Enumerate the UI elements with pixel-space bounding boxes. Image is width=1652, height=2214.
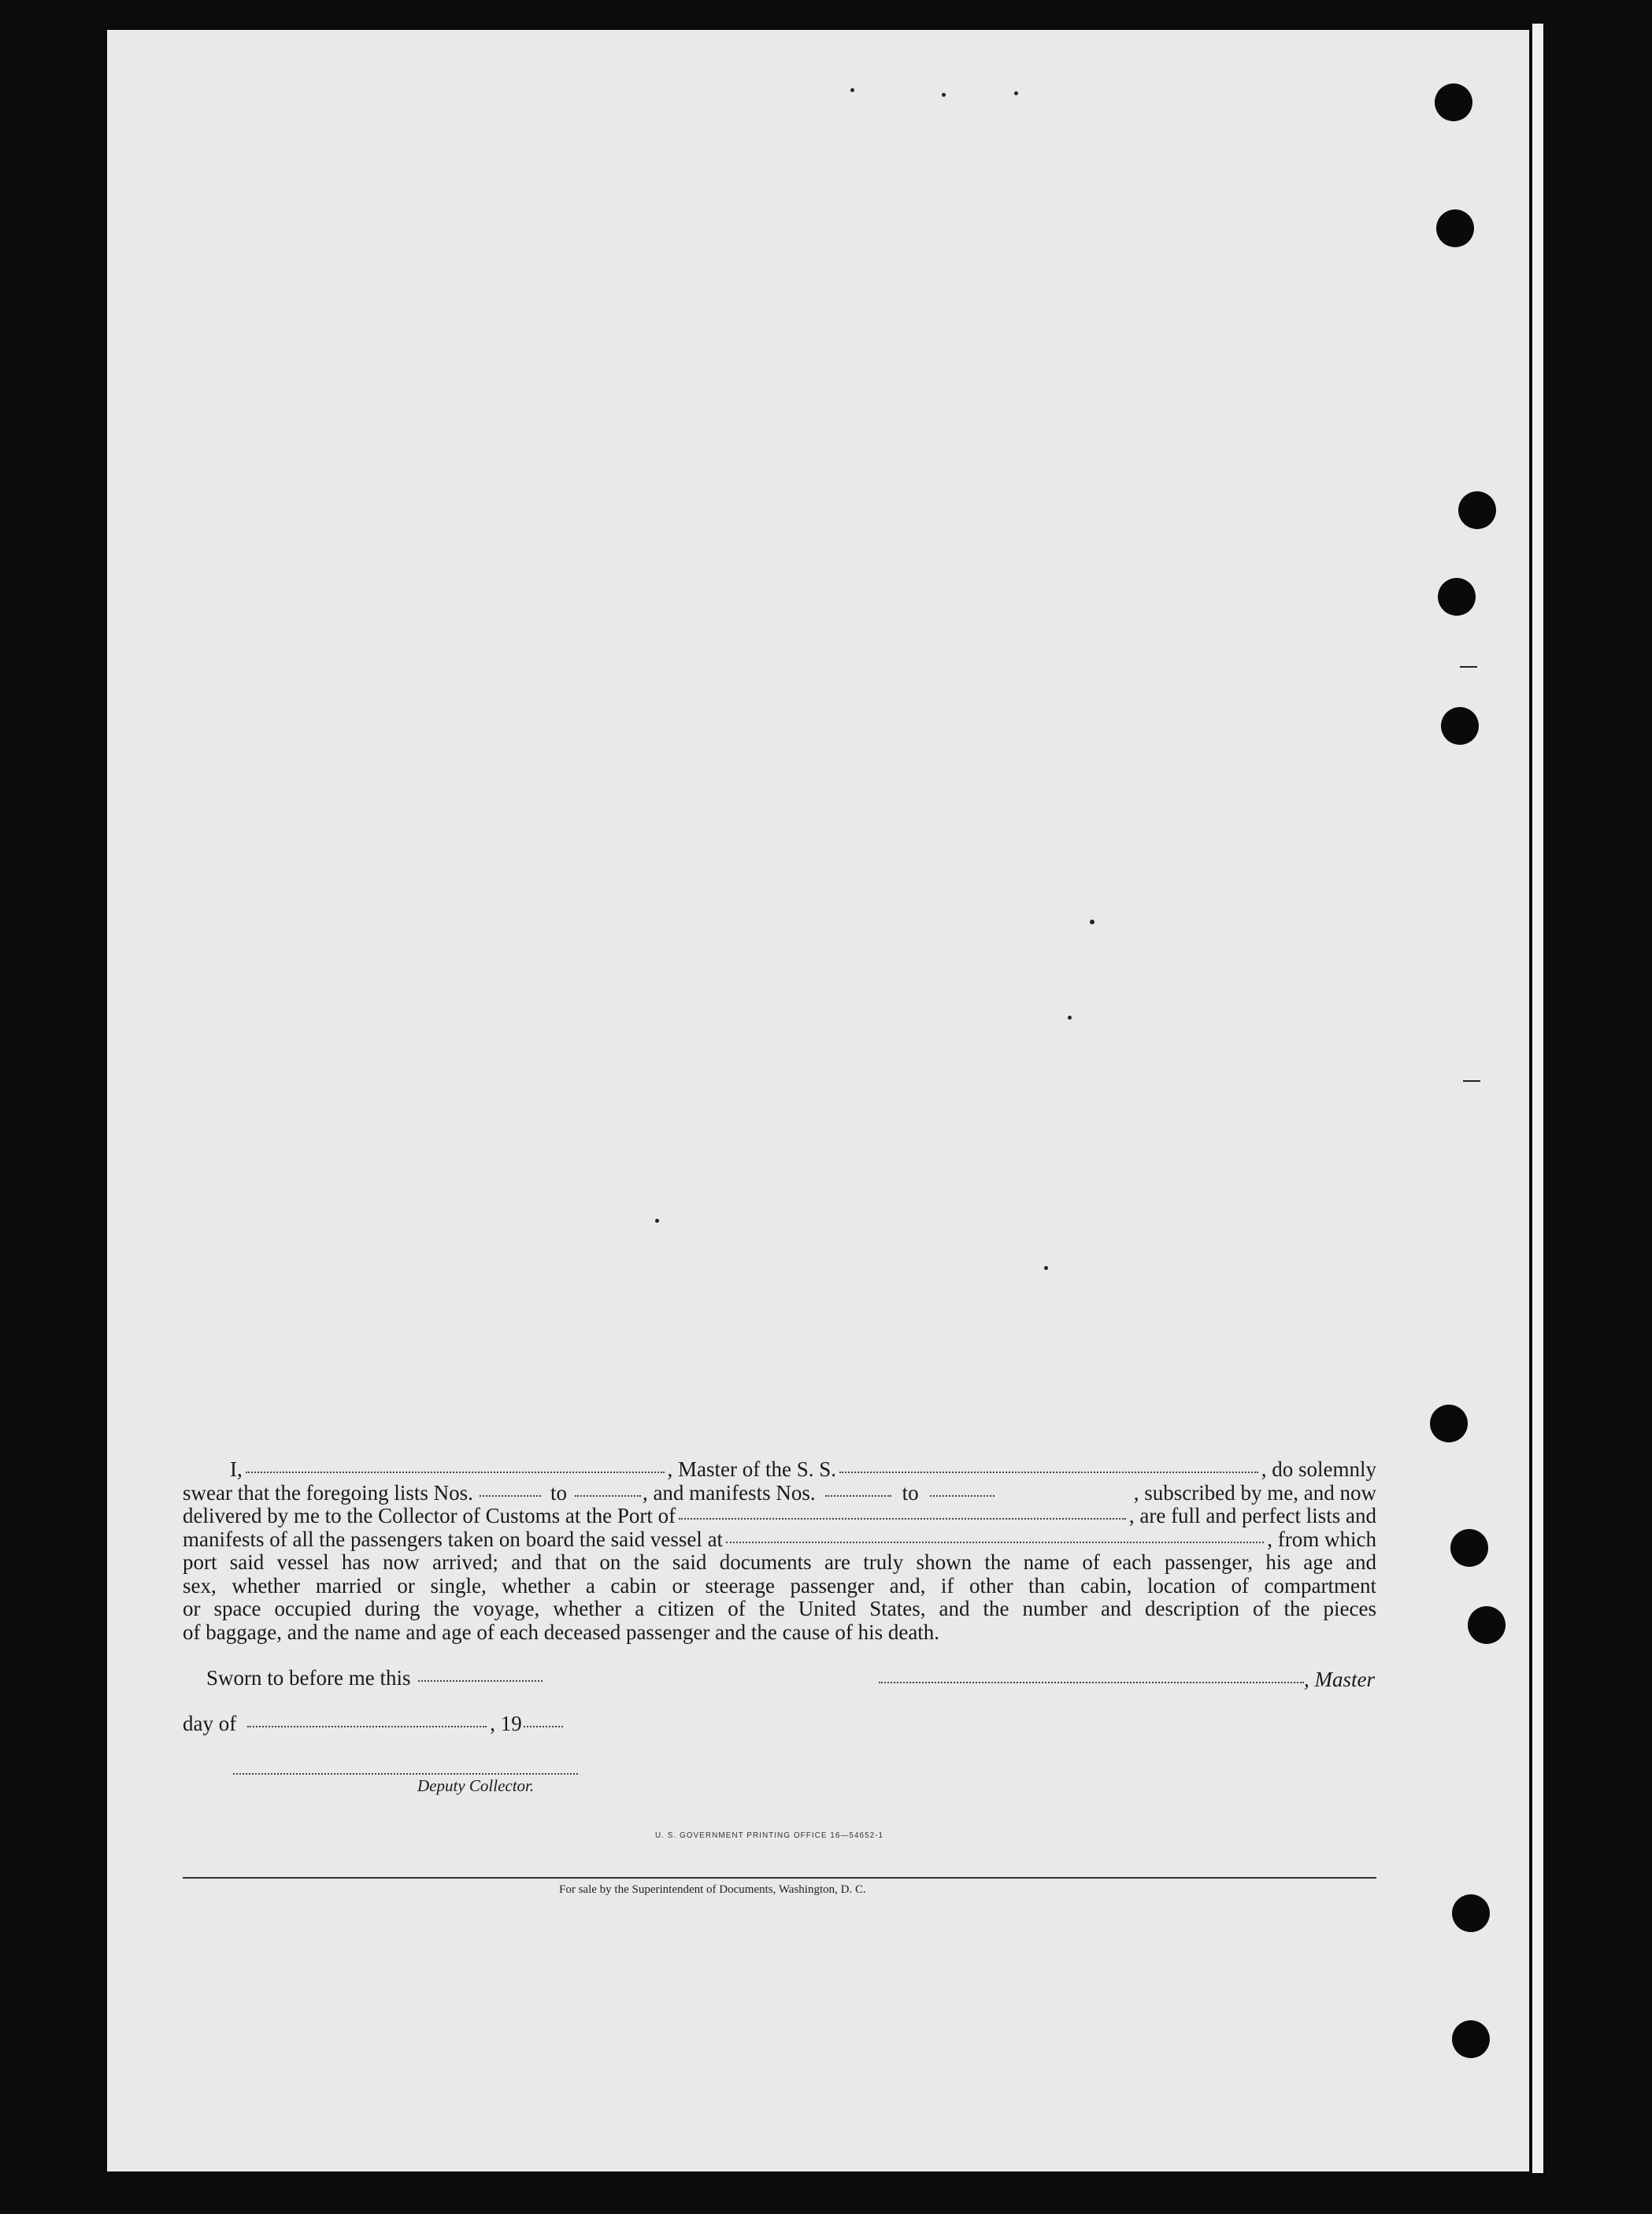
punch-hole <box>1452 1894 1490 1932</box>
departure-port-blank <box>726 1542 1264 1543</box>
oath-text: , Master of the S. S. <box>667 1457 836 1481</box>
year-prefix: , 19 <box>490 1712 522 1735</box>
manifest-from-blank <box>825 1495 891 1497</box>
oath-text: I, <box>230 1457 243 1481</box>
oath-line-5 <box>183 1551 1376 1575</box>
oath-text: manifests of all the passengers taken on board the said vessel at <box>183 1527 724 1551</box>
deputy-signature-blank <box>233 1773 578 1775</box>
oath-text: delivered by me to the Collector of Customs at the Port of <box>183 1504 676 1527</box>
oath-line-4 <box>183 1528 1376 1552</box>
manifest-to-blank <box>930 1495 995 1497</box>
scan-speck <box>1463 1080 1480 1082</box>
year-blank <box>524 1726 563 1727</box>
master-label: , Master <box>1304 1668 1375 1691</box>
scan-speck <box>655 1219 659 1223</box>
oath-text: , do solemnly <box>1261 1457 1377 1481</box>
oath-line-3 <box>183 1505 1376 1528</box>
scan-speck <box>942 93 946 97</box>
punch-hole <box>1430 1405 1468 1442</box>
footer-rule <box>183 1877 1376 1879</box>
oath-text: , are full and perfect lists and <box>1128 1504 1376 1527</box>
sale-notice: For sale by the Superintendent of Documents, Washington, D. C. <box>559 1883 866 1896</box>
day-of-line <box>183 1712 563 1736</box>
oath-text: or space occupied during the voyage, whether a citizen of the United States, and the number and description of the pieces <box>183 1597 1376 1620</box>
oath-text: , subscribed by me, and now <box>1133 1480 1376 1505</box>
punch-hole <box>1468 1606 1506 1644</box>
oath-line-1 <box>183 1458 1376 1482</box>
sworn-label: Sworn to before me this <box>206 1666 411 1690</box>
month-blank <box>247 1726 487 1727</box>
oath-paragraph <box>183 1458 1376 1644</box>
master-signature-line <box>879 1668 1375 1692</box>
scan-speck <box>1068 1016 1072 1020</box>
master-signature-blank <box>879 1682 1304 1683</box>
list-from-blank <box>480 1495 541 1497</box>
scan-speck <box>850 88 854 92</box>
punch-hole <box>1438 578 1476 616</box>
page-edge-strip <box>1532 24 1543 2173</box>
scan-speck <box>1014 91 1018 95</box>
printing-office-imprint: U. S. GOVERNMENT PRINTING OFFICE 16—54652-1 <box>655 1831 884 1840</box>
scan-speck <box>1460 666 1477 668</box>
master-name-blank <box>246 1472 665 1473</box>
scan-speck <box>1090 920 1095 924</box>
oath-text: to <box>550 1480 567 1505</box>
oath-text: sex, whether married or single, whether a cabin or steerage passenger and, if other than cabin, location of compartment <box>183 1573 1376 1598</box>
oath-text: port said vessel has now arrived; and that on the said documents are truly shown the name of each passenger, his age and <box>183 1550 1376 1574</box>
sworn-date-blank <box>418 1680 543 1682</box>
oath-line-6 <box>183 1575 1376 1598</box>
oath-line-2 <box>183 1482 1376 1505</box>
oath-text: , and manifests Nos. <box>642 1480 816 1505</box>
oath-text: swear that the foregoing lists Nos. <box>183 1480 473 1505</box>
document-page <box>107 30 1529 2171</box>
deputy-collector-label: Deputy Collector. <box>417 1776 535 1795</box>
scan-speck <box>1044 1266 1048 1270</box>
punch-hole <box>1452 2020 1490 2058</box>
punch-hole <box>1436 209 1474 247</box>
oath-line-8 <box>183 1621 1376 1645</box>
oath-text: , from which <box>1267 1527 1376 1551</box>
day-of-label: day of <box>183 1712 237 1735</box>
ship-name-blank <box>839 1472 1258 1473</box>
port-blank <box>679 1518 1126 1520</box>
oath-text: to <box>902 1480 919 1505</box>
oath-line-7 <box>183 1598 1376 1621</box>
punch-hole <box>1441 707 1479 745</box>
sworn-line <box>206 1666 543 1690</box>
punch-hole <box>1458 491 1496 529</box>
oath-text: of baggage, and the name and age of each deceased passenger and the cause of his death. <box>183 1620 940 1644</box>
punch-hole <box>1435 83 1472 121</box>
punch-hole <box>1450 1529 1488 1567</box>
list-to-blank <box>575 1495 641 1497</box>
